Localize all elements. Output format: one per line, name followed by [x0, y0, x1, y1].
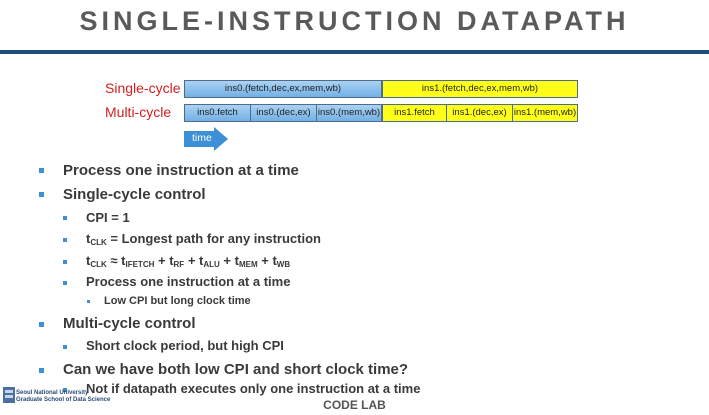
bullet-marker: [39, 322, 44, 327]
multi-ins1-fetch: ins1.fetch: [383, 105, 447, 121]
slide-title: SINGLE-INSTRUCTION DATAPATH: [79, 6, 630, 36]
bullet-marker: [63, 260, 67, 264]
bullet-short-clock: Short clock period, but high CPI: [86, 338, 284, 353]
multi-ins0-mem-wb: ins0.(mem,wb): [317, 107, 381, 118]
bullet-tclk-formula: $t_{CLK} \approx t_{IFETCH} + t_{RF} + t_{ALU} + t_{MEM} + t_{WB}$: [86, 253, 291, 269]
bullet-marker: [63, 345, 67, 349]
single-ins0-bar: ins0.(fetch,dec,ex,mem,wb): [184, 80, 382, 98]
bullet-tclk-longest: $t_{CLK}$ = Longest path for any instruction: [86, 231, 321, 247]
bullet-low-cpi: Low CPI but long clock time: [104, 295, 251, 307]
bullet-marker: [63, 281, 67, 285]
bullet-multi-cycle-control: Multi-cycle control: [63, 315, 196, 332]
bullet-cpi: CPI = 1: [86, 210, 130, 225]
bullet-single-cycle-control: Single-cycle control: [63, 186, 206, 203]
time-label: time: [192, 132, 212, 144]
bullet-marker: [63, 238, 67, 242]
single-ins1-bar: ins1.(fetch,dec,ex,mem,wb): [382, 80, 578, 98]
code-lab-footer: CODE LAB: [323, 398, 386, 412]
bullet-marker: [39, 168, 44, 173]
single-cycle-label: Single-cycle: [105, 80, 181, 96]
university-name: Seoul National University Graduate School of Data Science: [16, 390, 111, 403]
multi-ins0-bar: [184, 104, 382, 122]
bullet-process-one-sub: Process one instruction at a time: [86, 274, 291, 289]
multi-ins0-fetch: ins0.fetch: [185, 105, 251, 121]
title-divider: [0, 50, 709, 54]
bullet-both-question: Can we have both low CPI and short clock time?: [63, 361, 409, 378]
bullet-marker: [39, 192, 44, 197]
bullet-process-one: Process one instruction at a time: [63, 162, 299, 179]
time-arrow: [184, 127, 230, 151]
bullet-marker: [63, 216, 67, 220]
multi-cycle-label: Multi-cycle: [105, 104, 172, 120]
bullet-not-if: Not if datapath executes only one instruction at a time: [86, 381, 421, 396]
multi-ins1-bar: [382, 104, 578, 122]
multi-ins0-dec-ex: ins0.(dec,ex): [251, 105, 317, 121]
bullet-marker: [39, 368, 44, 373]
multi-ins1-dec-ex: ins1.(dec,ex): [447, 105, 513, 121]
bullet-marker: [87, 300, 90, 303]
multi-ins1-mem-wb: ins1.(mem,wb): [513, 107, 577, 118]
